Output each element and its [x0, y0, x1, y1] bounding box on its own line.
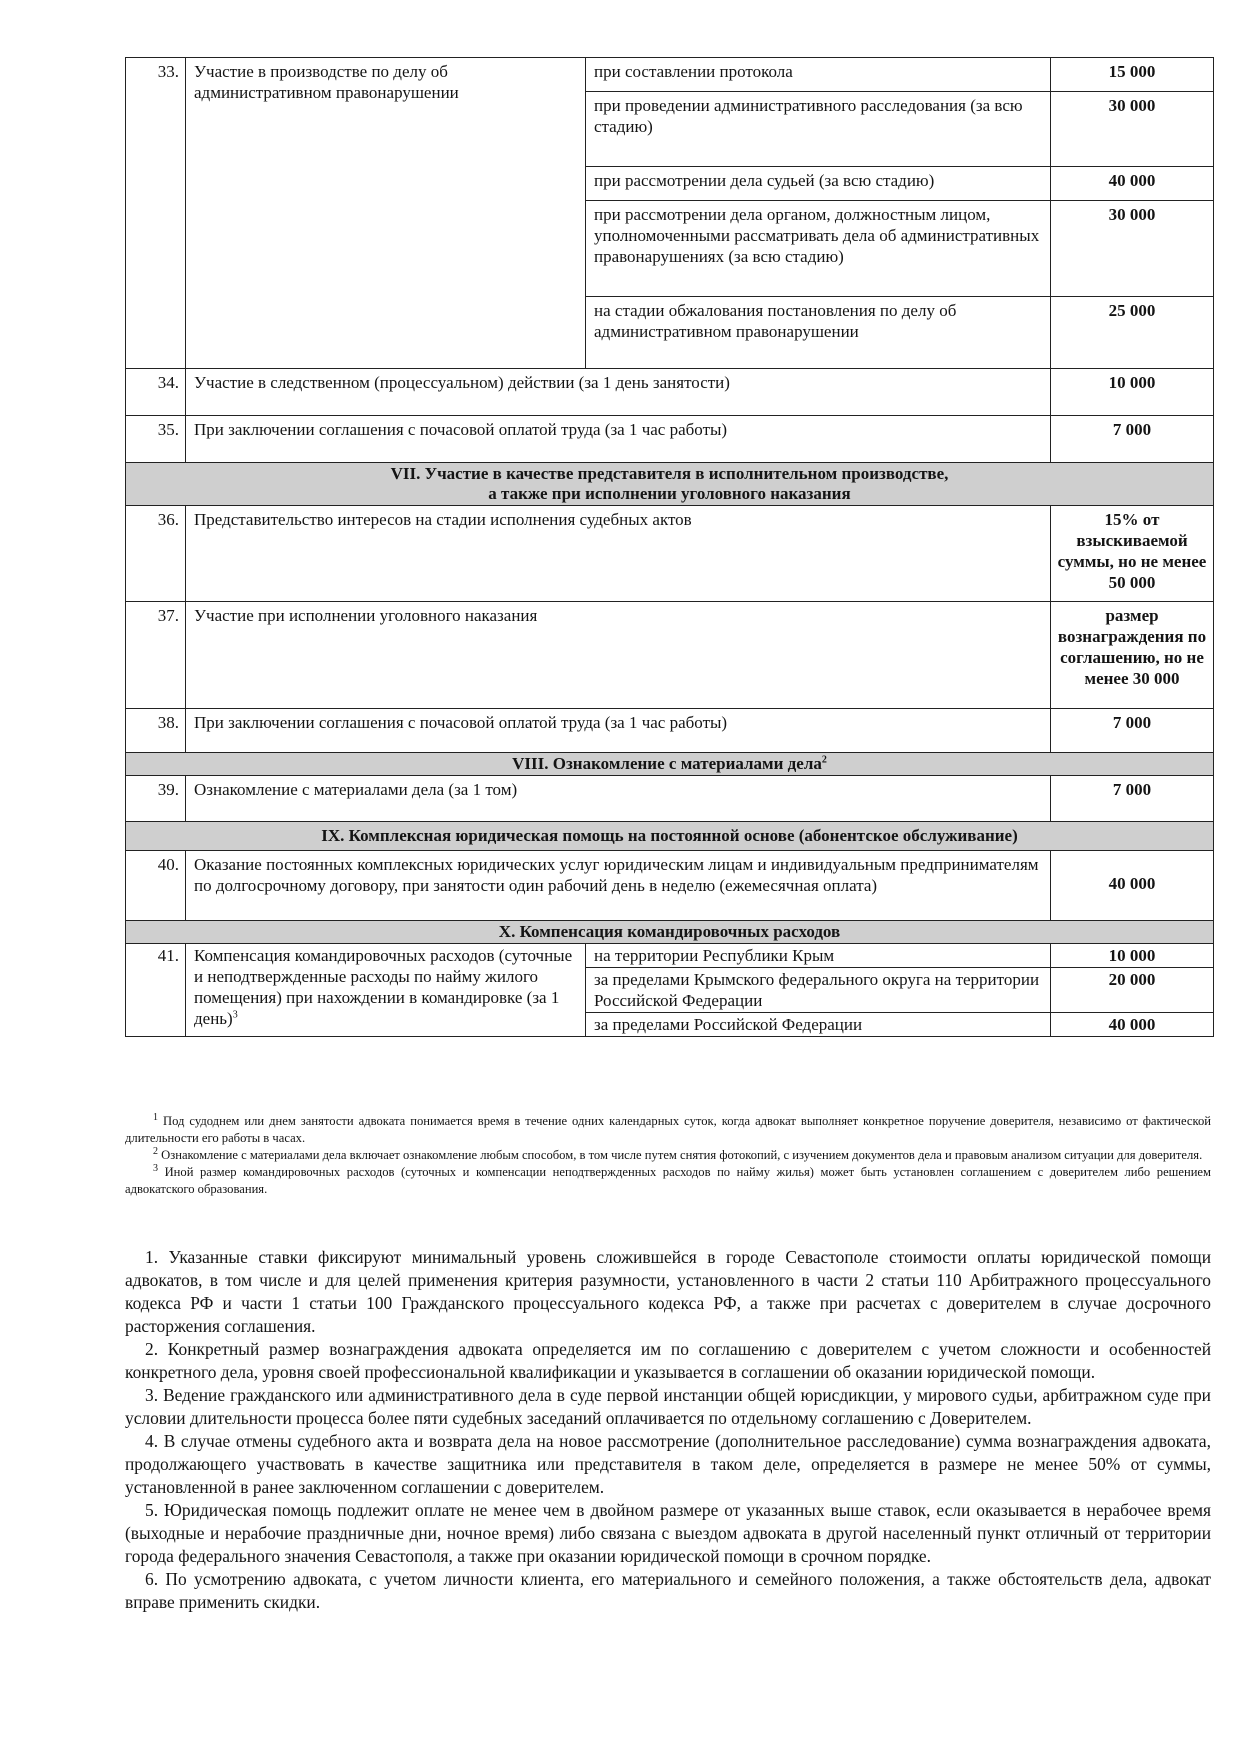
table-row — [126, 416, 1214, 463]
fee-amount: 15 000 — [1051, 58, 1214, 92]
footnote-mark: 2 — [153, 1145, 158, 1157]
footnote — [125, 1164, 1211, 1198]
fee-amount: 30 000 — [1051, 201, 1214, 297]
table-row — [126, 776, 1214, 822]
footnote-mark: 3 — [232, 1009, 238, 1021]
footnote-mark: 2 — [821, 754, 827, 766]
note-paragraph: 4. В случае отмены судебного акта и возврата дела на новое рассмотрение (дополнительное расследование) сумма вознаграждения адвоката, продолжающего участвовать в качестве защитника или представителя в таком деле, определяется в размере не менее 50% от суммы, установленной в ранее заключенном соглашении с доверителем. — [125, 1431, 1211, 1497]
section-title: IX. Комплексная юридическая помощь на постоянной основе (абонентское обслуживание) — [126, 822, 1214, 851]
fee-amount: 10 000 — [1051, 944, 1214, 968]
service-condition: при рассмотрении дела органом, должностным лицом, уполномоченными рассматривать дела об административных правонарушениях (за всю стадию) — [586, 201, 1051, 297]
fee-amount: 30 000 — [1051, 92, 1214, 167]
fee-amount: 15% от взыскиваемой суммы, но не менее 50 000 — [1051, 506, 1214, 602]
service-description: Представительство интересов на стадии исполнения судебных актов — [186, 506, 1051, 602]
row-number: 33. — [126, 58, 186, 369]
fee-table — [125, 57, 1214, 1037]
section-header — [126, 921, 1214, 944]
section-title-text: VIII. Ознакомление с материалами дела — [512, 754, 822, 773]
table-row — [126, 944, 1214, 968]
section-title — [126, 463, 1214, 506]
fee-amount: 10 000 — [1051, 369, 1214, 416]
service-condition: при проведении административного расследования (за всю стадию) — [586, 92, 1051, 167]
fee-amount: 40 000 — [1051, 851, 1214, 921]
footnotes — [125, 1113, 1211, 1198]
footnote-text: Ознакомление с материалами дела включает ознакомление любым способом, в том числе путем снятия фотокопий, с изучением документов дела и правовым анализом ситуации для доверителя. — [161, 1148, 1203, 1162]
fee-amount: 7 000 — [1051, 416, 1214, 463]
service-description: Участие в следственном (процессуальном) действии (за 1 день занятости) — [186, 369, 1051, 416]
section-header — [126, 463, 1214, 506]
table-row — [126, 602, 1214, 709]
footnote-mark: 3 — [153, 1162, 158, 1174]
service-condition: за пределами Крымского федерального округа на территории Российской Федерации — [586, 968, 1051, 1013]
row-number: 40. — [126, 851, 186, 921]
row-number: 34. — [126, 369, 186, 416]
row-number: 38. — [126, 709, 186, 753]
note-paragraph: 3. Ведение гражданского или административного дела в суде первой инстанции общей юрисдикции, у мирового судьи, арбитражном суде при условии длительности процесса более пяти судебных заседаний оплачивается по отдельному соглашению с Доверителем. — [125, 1385, 1211, 1428]
service-description: Оказание постоянных комплексных юридических услуг юридическим лицам и индивидуальным предпринимателям по долгосрочному договору, при занятости один рабочий день в неделю (ежемесячная оплата) — [186, 851, 1051, 921]
note-paragraph: 1. Указанные ставки фиксируют минимальный уровень сложившейся в городе Севастополе стоимости оплаты юридической помощи адвокатов, в том числе и для целей применения критерия разумности, установленного в части 2 статьи 110 Арбитражного процессуального кодекса РФ и части 1 статьи 100 Гражданского процессуального кодекса РФ, а также при расчетах с доверителем в случае досрочного расторжения соглашения. — [125, 1247, 1211, 1336]
fee-amount: 20 000 — [1051, 968, 1214, 1013]
footnote-text: Иной размер командировочных расходов (суточных и компенсации неподтвержденных расходов по найму жилья) может быть установлен соглашением с доверителем либо решением адвокатского образования. — [125, 1165, 1211, 1196]
note-paragraph: 6. По усмотрению адвоката, с учетом личности клиента, его материального и семейного положения, а также обстоятельств дела, адвокат вправе применить скидки. — [125, 1569, 1211, 1612]
fee-amount: 7 000 — [1051, 709, 1214, 753]
service-description: При заключении соглашения с почасовой оплатой труда (за 1 час работы) — [186, 709, 1051, 753]
table-row — [126, 506, 1214, 602]
note-paragraph: 2. Конкретный размер вознаграждения адвоката определяется им по соглашению с доверителем с учетом сложности и особенностей конкретного дела, уровня своей профессиональной квалификации и указывается в соглашении об оказании юридической помощи. — [125, 1339, 1211, 1382]
table-row — [126, 58, 1214, 92]
section-title: X. Компенсация командировочных расходов — [126, 921, 1214, 944]
section-header — [126, 753, 1214, 776]
fee-amount: 40 000 — [1051, 1013, 1214, 1037]
notes-section — [125, 1246, 1211, 1614]
section-title — [126, 753, 1214, 776]
row-number: 36. — [126, 506, 186, 602]
section-header — [126, 822, 1214, 851]
section-title-line: VII. Участие в качестве представителя в исполнительном производстве, — [390, 464, 949, 483]
table-row — [126, 709, 1214, 753]
service-condition: на территории Республики Крым — [586, 944, 1051, 968]
footnote-mark: 1 — [153, 1111, 158, 1123]
table-row — [126, 851, 1214, 921]
row-number: 41. — [126, 944, 186, 1037]
service-description — [186, 944, 586, 1037]
service-condition: при рассмотрении дела судьей (за всю стадию) — [586, 167, 1051, 201]
fee-amount: 40 000 — [1051, 167, 1214, 201]
fee-amount: размер вознаграждения по соглашению, но не менее 30 000 — [1051, 602, 1214, 709]
table-row — [126, 369, 1214, 416]
fee-amount: 25 000 — [1051, 297, 1214, 369]
footnote — [125, 1147, 1211, 1164]
service-condition: при составлении протокола — [586, 58, 1051, 92]
service-description: Участие при исполнении уголовного наказания — [186, 602, 1051, 709]
note-paragraph: 5. Юридическая помощь подлежит оплате не менее чем в двойном размере от указанных выше ставок, если оказывается в нерабочее время (выходные и нерабочие праздничные дни, ночное время) либо связана с выездом адвоката в другой населенный пункт отличный от территории города федерального значения Севастополя, а также при оказании юридической помощи в срочном порядке. — [125, 1500, 1211, 1566]
service-description-text: Компенсация командировочных расходов (суточные и неподтвержденные расходы по найму жилого помещения) при нахождении в командировке (за 1 день) — [194, 946, 573, 1028]
fee-amount: 7 000 — [1051, 776, 1214, 822]
footnote-text: Под судоднем или днем занятости адвоката понимается время в течение одних календарных суток, когда адвокат выполняет конкретное поручение доверителя, независимо от фактической длительности его работы в часах. — [125, 1114, 1211, 1145]
row-number: 39. — [126, 776, 186, 822]
service-condition: на стадии обжалования постановления по делу об административном правонарушении — [586, 297, 1051, 369]
row-number: 35. — [126, 416, 186, 463]
service-description: Участие в производстве по делу об административном правонарушении — [186, 58, 586, 369]
section-title-line: а также при исполнении уголовного наказания — [488, 484, 851, 503]
service-description: При заключении соглашения с почасовой оплатой труда (за 1 час работы) — [186, 416, 1051, 463]
service-description: Ознакомление с материалами дела (за 1 том) — [186, 776, 1051, 822]
footnote — [125, 1113, 1211, 1147]
service-condition: за пределами Российской Федерации — [586, 1013, 1051, 1037]
row-number: 37. — [126, 602, 186, 709]
